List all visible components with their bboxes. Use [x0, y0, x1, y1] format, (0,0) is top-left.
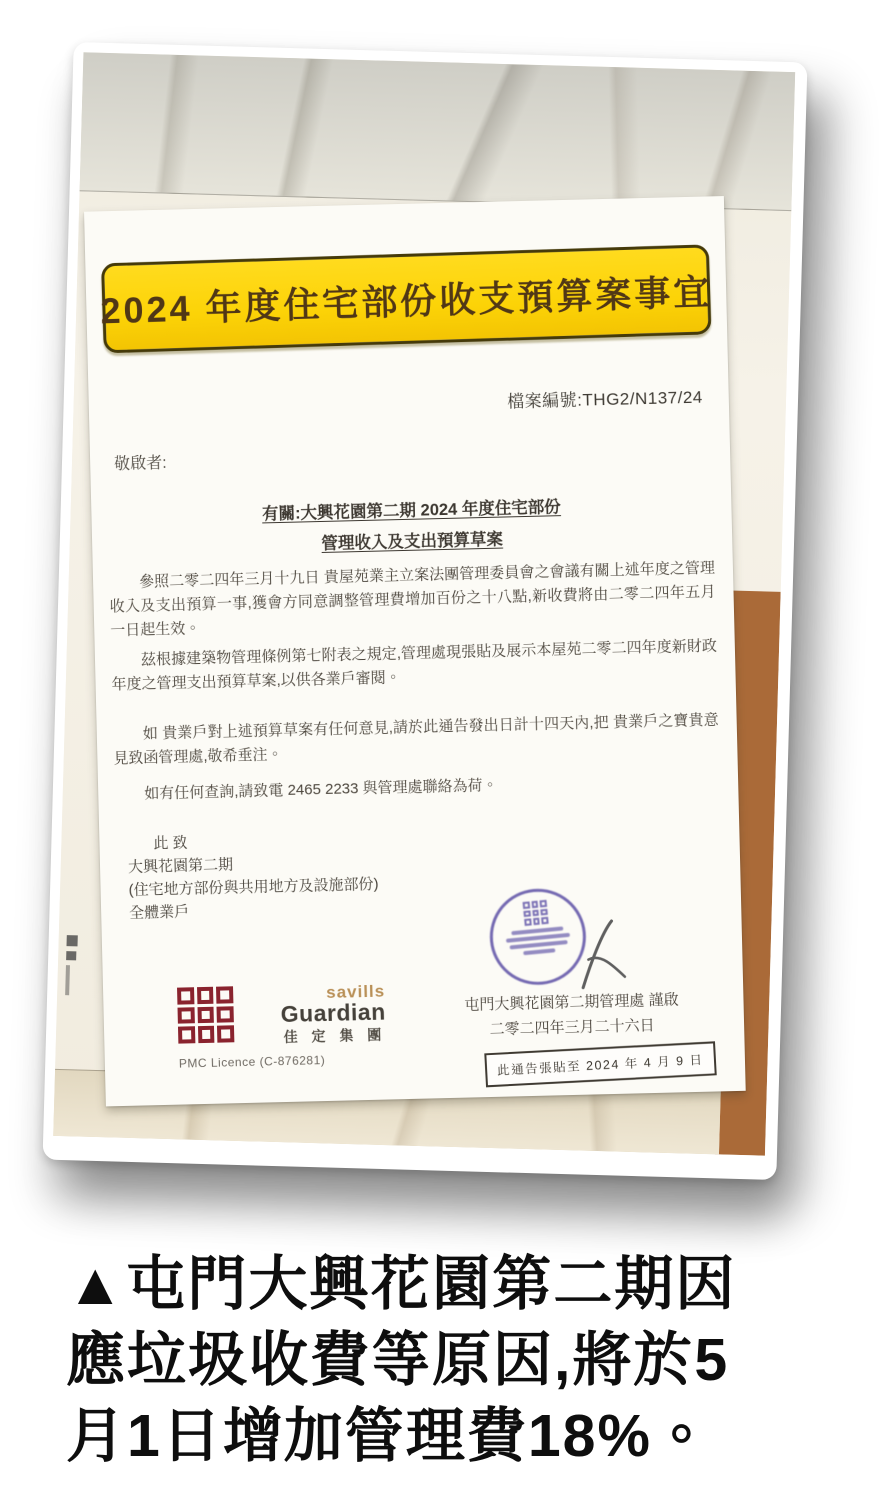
- subject-heading: [91, 488, 732, 566]
- salutation: 敬啟者:: [114, 454, 167, 474]
- marble-wall-top: [80, 52, 796, 211]
- closing-block: [127, 827, 379, 925]
- file-number: 檔案編號:THG2/N137/24: [507, 387, 703, 412]
- pmc-licence: PMC Licence (C-876281): [178, 1053, 326, 1071]
- photo-caption: [66, 1246, 878, 1474]
- guardian-wordmark: Guardian: [280, 998, 386, 1028]
- caption-line-2: 應垃圾收費等原因,將於5: [66, 1327, 730, 1393]
- partial-text-marks: [59, 930, 89, 1007]
- paragraph-3: 如 貴業戶對上述預算草案有任何意見,請於此通告發出日計十四天內,把 貴業戶之寶貴意見致函管理處,敬希垂注。: [113, 711, 719, 768]
- signoff-block: [421, 986, 722, 1043]
- notice-paper: [84, 196, 746, 1106]
- caption-line-1: ▲屯門大興花園第二期因: [66, 1251, 737, 1317]
- subject-line-2: 管理收入及支出預算草案: [321, 530, 504, 553]
- guardian-logo-block: [177, 981, 439, 1070]
- closing-line-3: (住宅地方部份與共用地方及設施部份): [128, 875, 379, 899]
- stamp-grid-icon: [523, 900, 549, 926]
- savills-wordmark: savills: [325, 981, 386, 1002]
- guardian-grid-icon: [177, 986, 234, 1043]
- signoff-date: 二零二四年三月二十六日: [489, 1016, 655, 1039]
- paragraph-2: 茲根據建築物管理條例第七附表之規定,管理處現張貼及展示本屋苑二零二四年度新財政年度之管理支出預算草案,以供各業戶審閱。: [111, 637, 718, 694]
- closing-line-4: 全體業戶: [128, 903, 190, 922]
- notice-title-banner: [101, 244, 712, 353]
- guardian-chinese-name: 佳 定 集 團: [283, 1026, 387, 1046]
- caption-line-3: 月1日增加管理費18%。: [66, 1403, 713, 1469]
- paragraph-4: 如有任何查詢,請致電 2465 2233 與管理處聯絡為荷。: [144, 776, 498, 803]
- logo-row: [177, 981, 438, 1049]
- logo-wordmark: [245, 983, 386, 1048]
- handwritten-signature: [569, 915, 633, 992]
- closing-line-1: 此 致: [153, 834, 188, 853]
- photo-content: [53, 52, 795, 1155]
- notice-photo: [43, 42, 808, 1180]
- closing-line-2: 大興花園第二期: [127, 856, 234, 876]
- signoff-office: 屯門大興花園第二期管理處 謹啟: [464, 991, 679, 1014]
- posting-period-box: 此通告張貼至 2024 年 4 月 9 日: [484, 1041, 716, 1087]
- notice-title: 2024 年度住宅部份收支預算案事宜: [99, 270, 713, 331]
- paragraph-1: 參照二零二四年三月十九日 貴屋苑業主立案法團管理委員會之會議有關上述年度之管理收入及支出預算一事,獲會方同意調整管理費增加百份之十八點,新收費將由二零二四年五月一日起生效。: [109, 559, 716, 640]
- subject-line-1: 有關:大興花園第二期 2024 年度住宅部份: [261, 498, 562, 524]
